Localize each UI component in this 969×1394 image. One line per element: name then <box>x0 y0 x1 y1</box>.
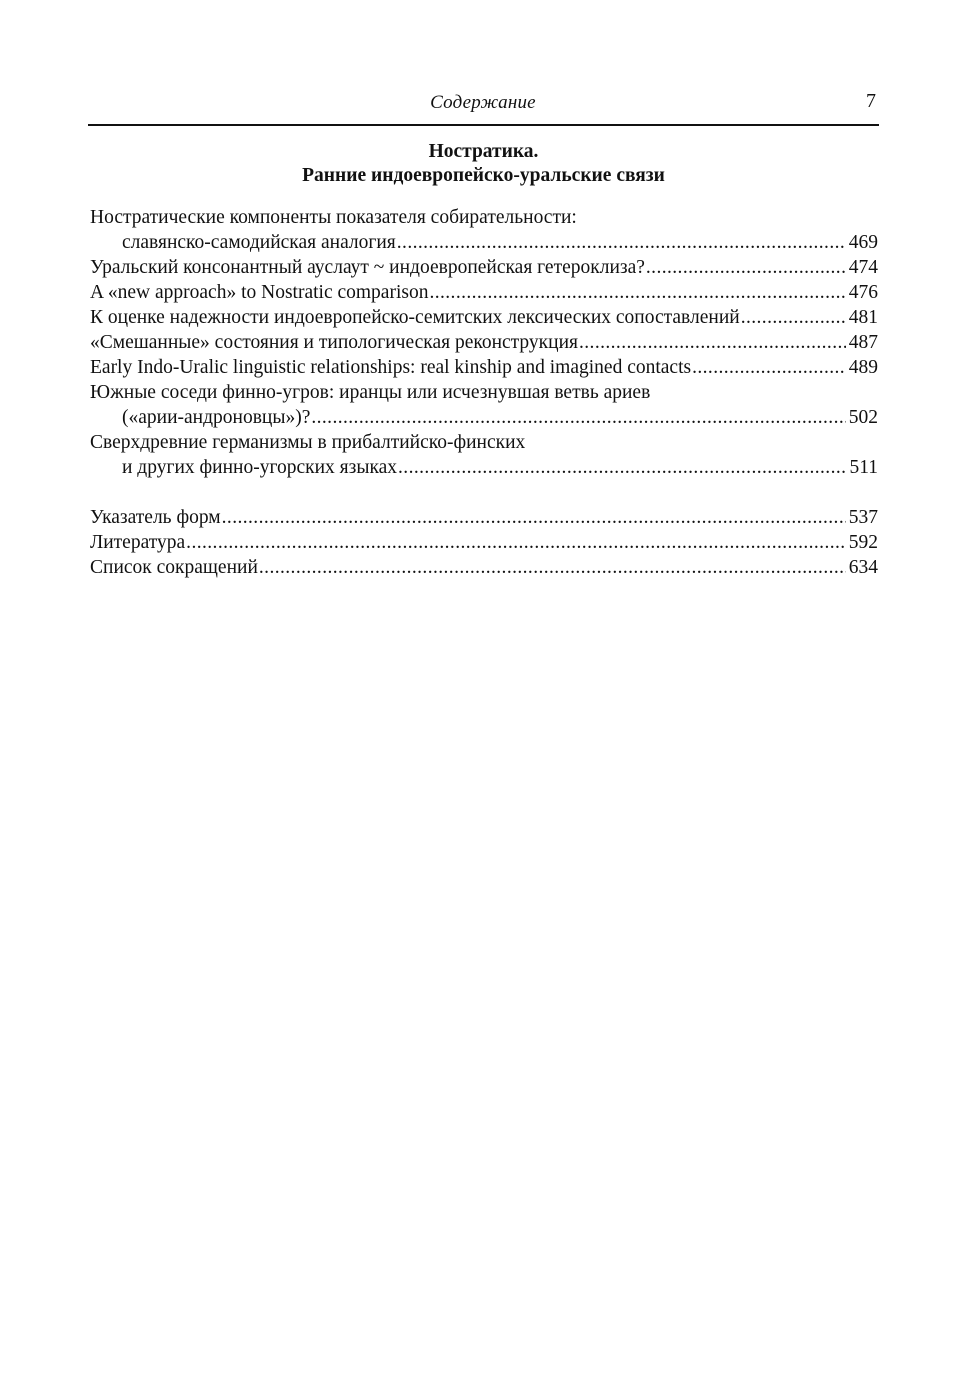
toc-entry-title-continued: («арии-андроновцы»)? <box>122 407 311 428</box>
header-rule <box>88 124 879 126</box>
toc-entry-title: К оценке надежности индоевропейско-семитских лексических сопоставлений <box>90 307 740 328</box>
toc-entry-page: 502 <box>848 407 878 428</box>
dot-leader <box>186 530 846 555</box>
running-title: Содержание <box>430 92 536 113</box>
toc-entry-line <box>90 205 878 230</box>
dot-leader <box>579 330 846 355</box>
section-title-line-2: Ранние индоевропейско-уральские связи <box>302 165 665 186</box>
toc-entry-page: 489 <box>848 357 878 378</box>
toc-entry <box>90 230 878 255</box>
table-of-contents <box>90 205 878 580</box>
toc-back-matter-entry <box>90 555 878 580</box>
toc-entry-line <box>90 380 878 405</box>
toc-entry-page: 469 <box>848 232 878 253</box>
toc-entry <box>90 330 878 355</box>
toc-entry-title: Список сокращений <box>90 557 258 578</box>
dot-leader <box>646 255 846 280</box>
toc-entry <box>90 355 878 380</box>
toc-entry-page: 474 <box>848 257 878 278</box>
toc-entry <box>90 455 878 480</box>
toc-entry-title-continued: и других финно-угорских языках <box>122 457 398 478</box>
page-number: 7 <box>866 90 876 112</box>
toc-entry-title: «Смешанные» состояния и типологическая реконструкция <box>90 332 578 353</box>
dot-leader <box>311 405 845 430</box>
toc-entry-page: 481 <box>848 307 878 328</box>
toc-entry-title: Указатель форм <box>90 507 221 528</box>
toc-entry-page: 476 <box>848 282 878 303</box>
toc-entry-page: 487 <box>848 332 878 353</box>
toc-entry <box>90 255 878 280</box>
toc-back-matter-entry <box>90 505 878 530</box>
toc-entry-title-continued: славянско-самодийская аналогия <box>122 232 396 253</box>
toc-entry-title: Early Indo-Uralic linguistic relationships: real kinship and imagined contacts <box>90 357 692 378</box>
dot-leader <box>259 555 846 580</box>
running-head <box>88 90 878 120</box>
toc-entry-line <box>90 430 878 455</box>
dot-leader <box>222 505 846 530</box>
toc-entry-title: A «new approach» to Nostratic comparison <box>90 282 429 303</box>
toc-back-matter-entry <box>90 530 878 555</box>
section-heading <box>88 140 879 188</box>
section-title-line-1: Ностратика. <box>428 141 539 162</box>
toc-entry-page: 537 <box>848 507 878 528</box>
toc-entry <box>90 405 878 430</box>
toc-entry-page: 511 <box>849 457 878 478</box>
toc-entry <box>90 280 878 305</box>
dot-leader <box>692 355 846 380</box>
dot-leader <box>429 280 845 305</box>
section-gap <box>90 480 878 505</box>
toc-entry-page: 592 <box>848 532 878 553</box>
toc-entry-title: Литература <box>90 532 186 553</box>
dot-leader <box>397 230 846 255</box>
toc-entry-title: Сверхдревние германизмы в прибалтийско-финских <box>90 432 526 453</box>
dot-leader <box>741 305 846 330</box>
toc-entry-page: 634 <box>848 557 878 578</box>
toc-entry-title: Южные соседи финно-угров: иранцы или исчезнувшая ветвь ариев <box>90 382 651 403</box>
toc-entry-title: Уральский консонантный ауслаут ~ индоевропейская гетероклиза? <box>90 257 645 278</box>
dot-leader <box>398 455 846 480</box>
toc-entry-title: Ностратические компоненты показателя собирательности: <box>90 207 577 228</box>
toc-entry <box>90 305 878 330</box>
